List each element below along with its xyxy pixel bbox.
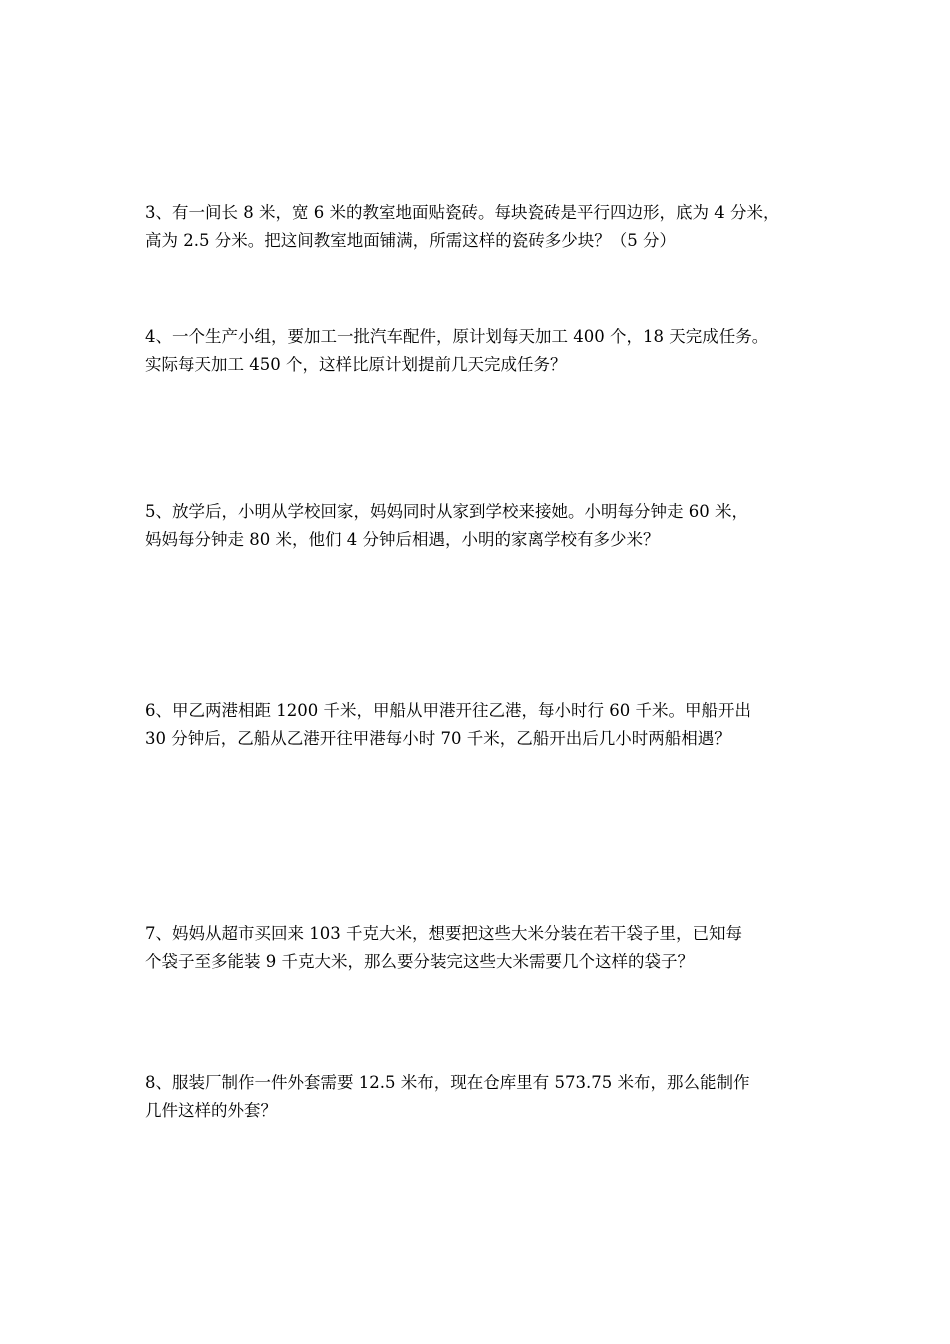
problem-3 xyxy=(145,199,825,255)
problem-4-line-2: 实际每天加工 450 个，这样比原计划提前几天完成任务？ xyxy=(145,355,567,374)
problem-7 xyxy=(145,920,825,976)
problem-8-line-2: 几件这样的外套？ xyxy=(145,1101,277,1120)
problem-8-line-1: 8、服装厂制作一件外套需要 12.5 米布，现在仓库里有 573.75 米布，那么能制作 xyxy=(145,1073,750,1092)
problem-6-line-1: 6、甲乙两港相距 1200 千米，甲船从甲港开往乙港，每小时行 60 千米。甲船开出 xyxy=(145,701,751,720)
problem-3-line-2: 高为 2.5 分米。把这间教室地面铺满，所需这样的瓷砖多少块？（5 分） xyxy=(145,231,676,250)
problem-8 xyxy=(145,1069,825,1125)
problem-6-line-2: 30 分钟后，乙船从乙港开往甲港每小时 70 千米，乙船开出后几小时两船相遇？ xyxy=(145,729,731,748)
problem-7-line-2: 个袋子至多能装 9 千克大米，那么要分装完这些大米需要几个这样的袋子？ xyxy=(145,952,694,971)
problem-4 xyxy=(145,323,825,379)
problem-4-line-1: 4、一个生产小组，要加工一批汽车配件，原计划每天加工 400 个，18 天完成任务。 xyxy=(145,327,769,346)
problem-5-line-2: 妈妈每分钟走 80 米，他们 4 分钟后相遇，小明的家离学校有多少米？ xyxy=(145,530,660,549)
problem-6 xyxy=(145,697,825,753)
problem-5-line-1: 5、放学后，小明从学校回家，妈妈同时从家到学校来接她。小明每分钟走 60 米， xyxy=(145,502,748,521)
problem-7-line-1: 7、妈妈从超市买回来 103 千克大米，想要把这些大米分装在若干袋子里，已知每 xyxy=(145,924,742,943)
problem-5 xyxy=(145,498,825,554)
problem-3-line-1: 3、有一间长 8 米，宽 6 米的教室地面贴瓷砖。每块瓷砖是平行四边形，底为 4 分米， xyxy=(145,203,780,222)
